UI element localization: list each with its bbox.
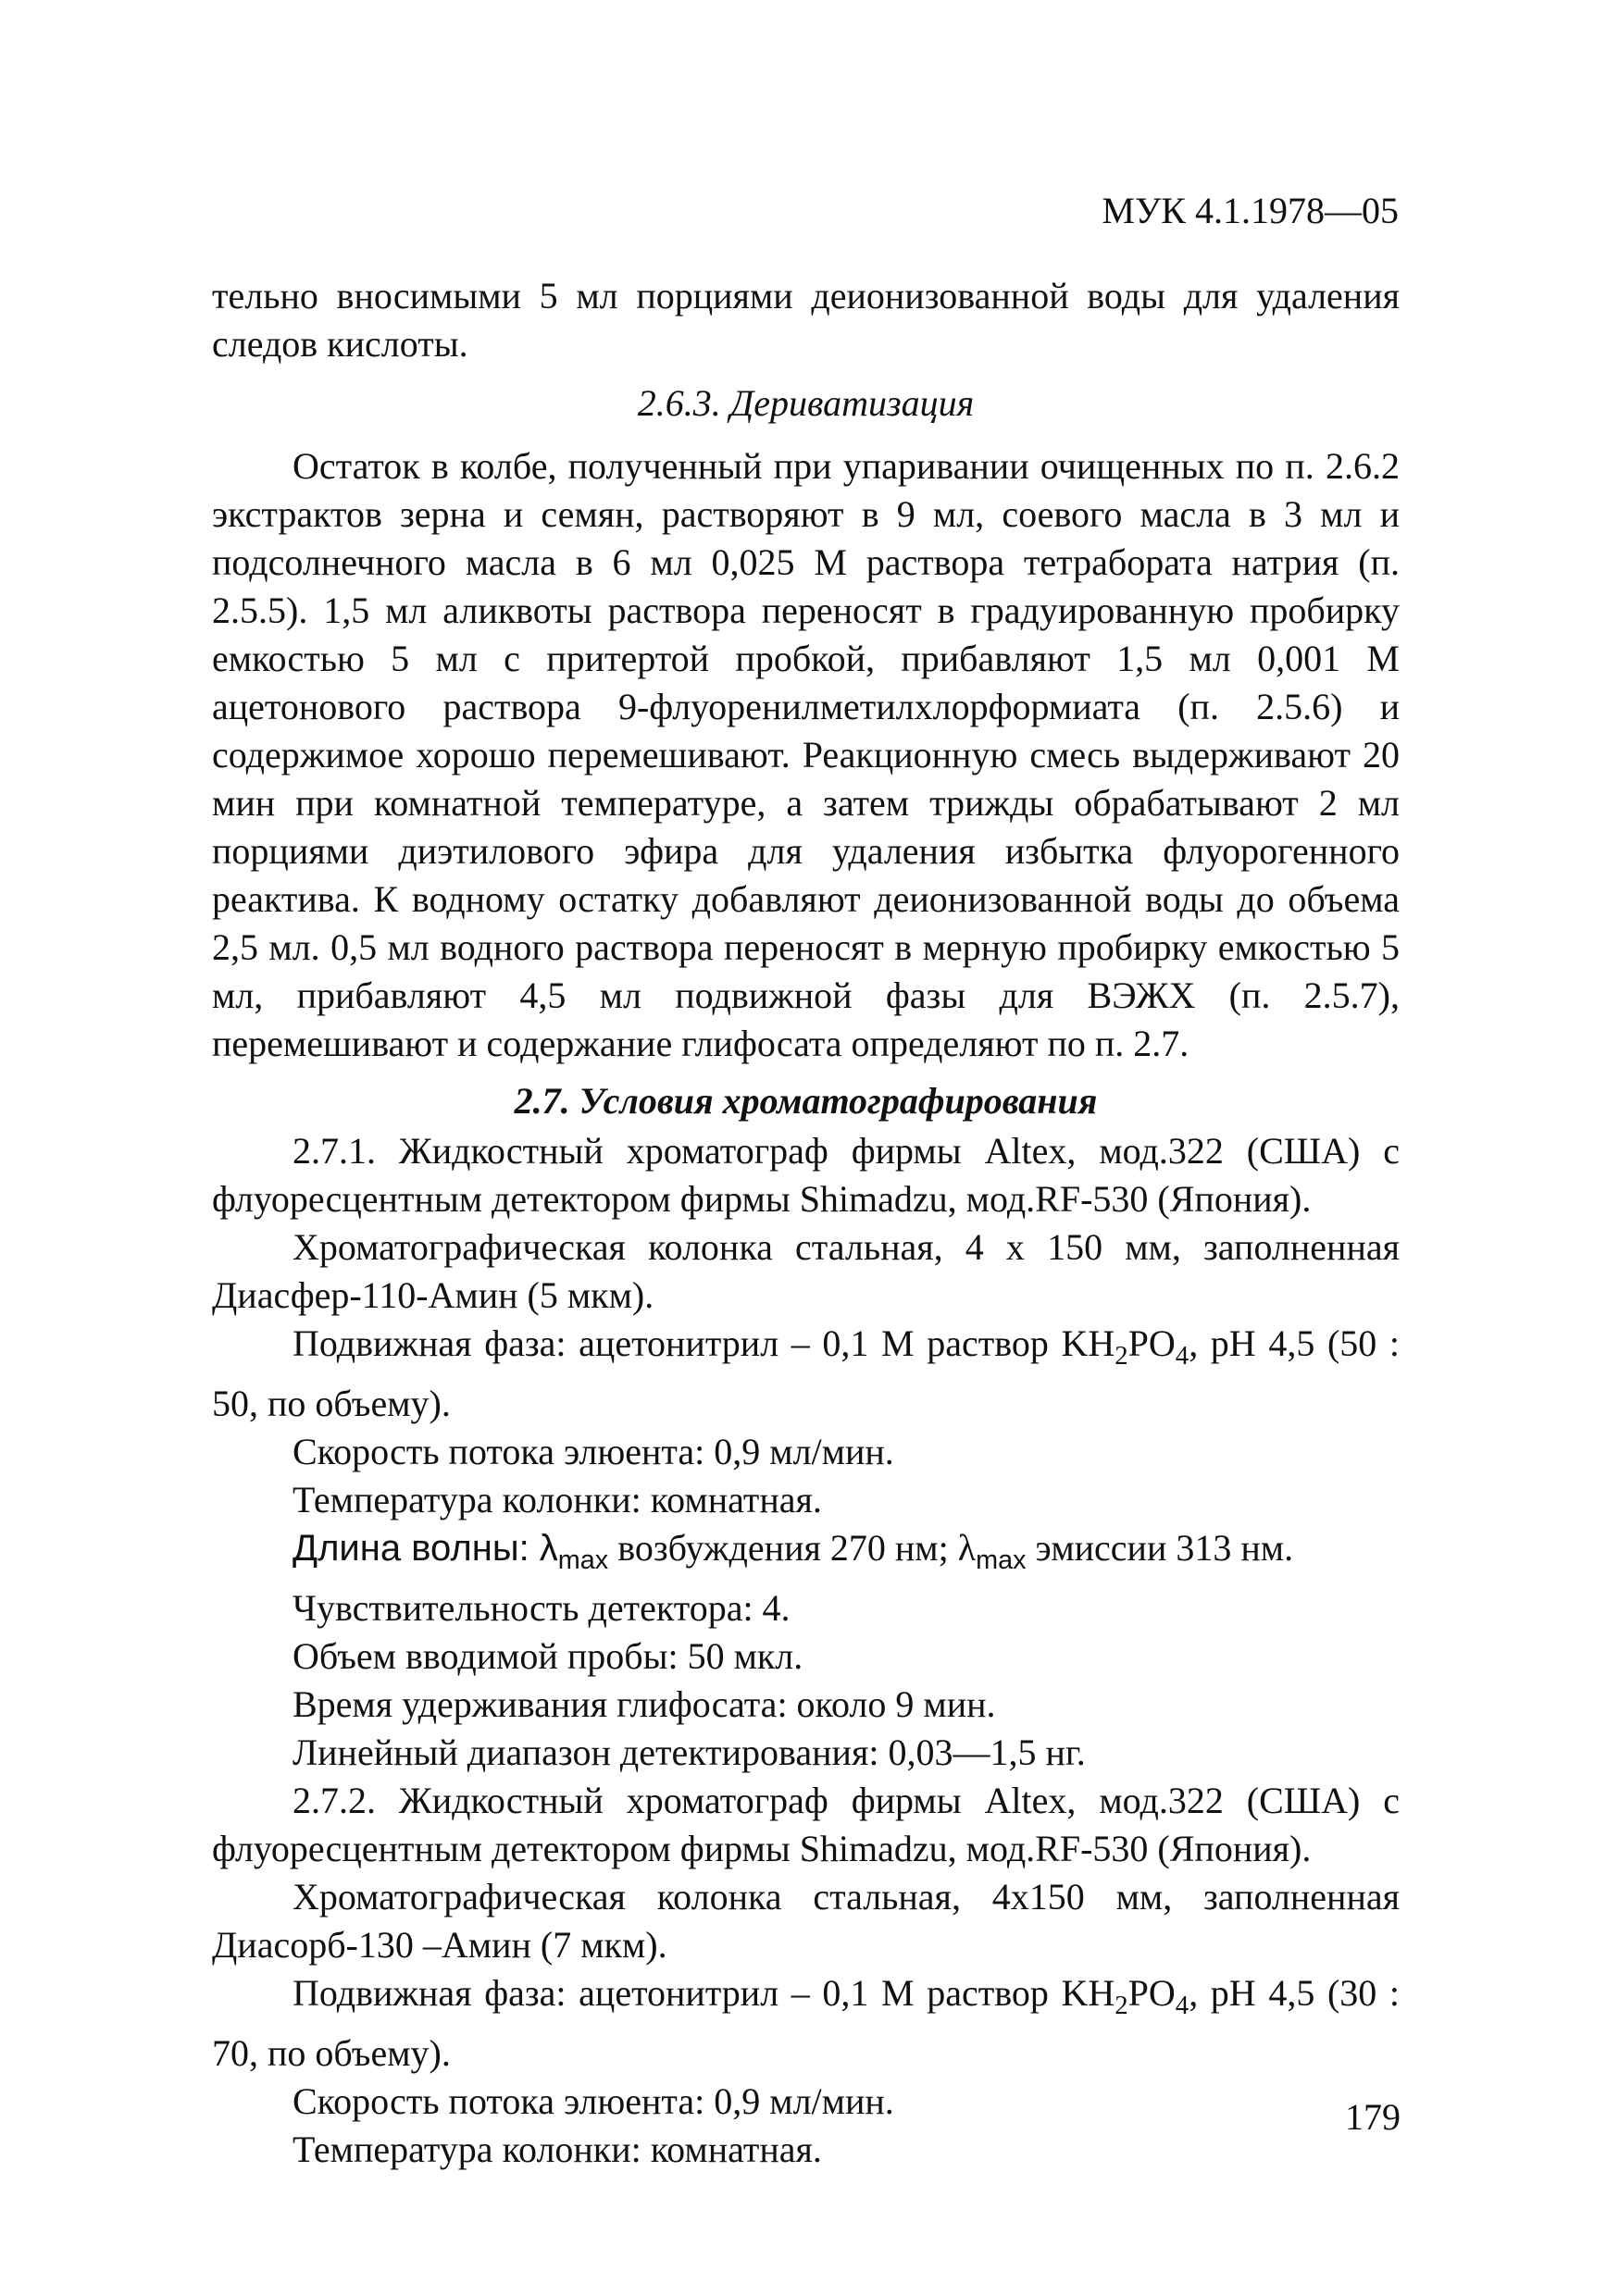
paragraph-2-7-2: 2.7.2. Жидкостный хроматограф фирмы Altex, мод.322 (США) с флуоресцентным детектором фирмы Shimadzu, мод.RF-530 (Япония). <box>212 1780 1400 1869</box>
paragraph-injection-volume: Объем вводимой пробы: 50 мкл. <box>293 1635 803 1677</box>
paragraph-mobile-phase-2 <box>212 1969 1400 2078</box>
mobile-phase-2-subscript-2: 4 <box>1175 1991 1189 2020</box>
paragraph-derivatization: Остаток в колбе, полученный при упаривании очищенных по п. 2.6.2 экстрактов зерна и семян, растворяют в 9 мл, соевого масла в 3 мл и подсолнечного масла в 6 мл 0,025 М раствора тетрабората натрия (п. 2.5.5). 1,5 мл аликвоты раствора переносят в градуированную пробирку емкостью 5 мл с притертой пробкой, прибавляют 1,5 мл 0,001 М ацетонового раствора 9-флуоренилметилхлорформиата (п. 2.5.6) и содержимое хорошо перемешивают. Реакционную смесь выдерживают 20 мин при комнатной температуре, а затем трижды обрабатывают 2 мл порциями диэтилового эфира для удаления избытка флуорогенного реактива. К водному остатку добавляют деионизованной воды до объема 2,5 мл. 0,5 мл водного раствора переносят в мерную пробирку емкостью 5 мл, прибавляют 4,5 мл подвижной фазы для ВЭЖХ (п. 2.5.7), перемешивают и содержание глифосата определяют по п. 2.7. <box>212 445 1400 1064</box>
paragraph-temperature-2: Температура колонки: комнатная. <box>293 2128 822 2170</box>
wavelength-text-a: Длина волны: λ <box>293 1528 558 1569</box>
paragraph-column-2: Хроматографическая колонка стальная, 4x150 мм, заполненная Диасорб-130 –Амин (7 мкм). <box>212 1876 1400 1966</box>
page-number: 179 <box>1345 2096 1401 2138</box>
paragraph-mobile-phase-1 <box>212 1320 1400 1428</box>
mobile-phase-1-subscript-1: 2 <box>1115 1341 1128 1371</box>
mobile-phase-1-text-a: Подвижная фаза: ацетонитрил – 0,1 М раствор KH <box>293 1322 1115 1364</box>
paragraph-temperature-1: Температура колонки: комнатная. <box>293 1479 822 1520</box>
section-heading-2-7: 2.7. Условия хроматографирования <box>514 1080 1098 1122</box>
wavelength-subscript-1: max <box>557 1545 609 1575</box>
document-code-header: МУК 4.1.1978—05 <box>1102 190 1399 231</box>
paragraph-column-1: Хроматографическая колонка стальная, 4 x 150 мм, заполненная Диасфер-110-Амин (5 мкм). <box>212 1226 1400 1316</box>
mobile-phase-1-text-c: , рН 4,5 (50 : 50, по объему). <box>212 1322 1400 1424</box>
paragraph-flow-1: Скорость потока элюента: 0,9 мл/мин. <box>293 1431 894 1472</box>
paragraph-sensitivity: Чувствительность детектора: 4. <box>293 1587 791 1629</box>
wavelength-text-b: возбуждения 270 нм; λ <box>608 1527 977 1569</box>
paragraph-linear-range: Линейный диапазон детектирования: 0,03—1,5 нг. <box>293 1731 1086 1773</box>
mobile-phase-2-subscript-1: 2 <box>1115 1991 1128 2020</box>
paragraph-flow-2: Скорость потока элюента: 0,9 мл/мин. <box>293 2080 894 2122</box>
mobile-phase-1-subscript-2: 4 <box>1175 1341 1189 1371</box>
mobile-phase-2-text-a: Подвижная фаза: ацетонитрил – 0,1 М раствор KH <box>293 1972 1115 2014</box>
wavelength-subscript-2: max <box>976 1545 1027 1575</box>
paragraph-wavelength <box>212 1524 1400 1584</box>
paragraph-continuation: тельно вносимыми 5 мл порциями деионизованной воды для удаления следов кислоты. <box>212 275 1400 365</box>
wavelength-text-c: эмиссии 313 нм. <box>1026 1527 1294 1569</box>
section-heading-2-6-3: 2.6.3. Дериватизация <box>637 382 975 424</box>
mobile-phase-2-text-b: PO <box>1127 1972 1176 2014</box>
paragraph-2-7-1: 2.7.1. Жидкостный хроматограф фирмы Altex, мод.322 (США) с флуоресцентным детектором фирмы Shimadzu, мод.RF-530 (Япония). <box>212 1130 1400 1220</box>
page-content <box>212 272 1400 2174</box>
mobile-phase-2-text-c: , рН 4,5 (30 : 70, по объему). <box>212 1972 1400 2074</box>
paragraph-retention-time: Время удерживания глифосата: около 9 мин. <box>293 1683 996 1725</box>
mobile-phase-1-text-b: PO <box>1127 1322 1176 1364</box>
